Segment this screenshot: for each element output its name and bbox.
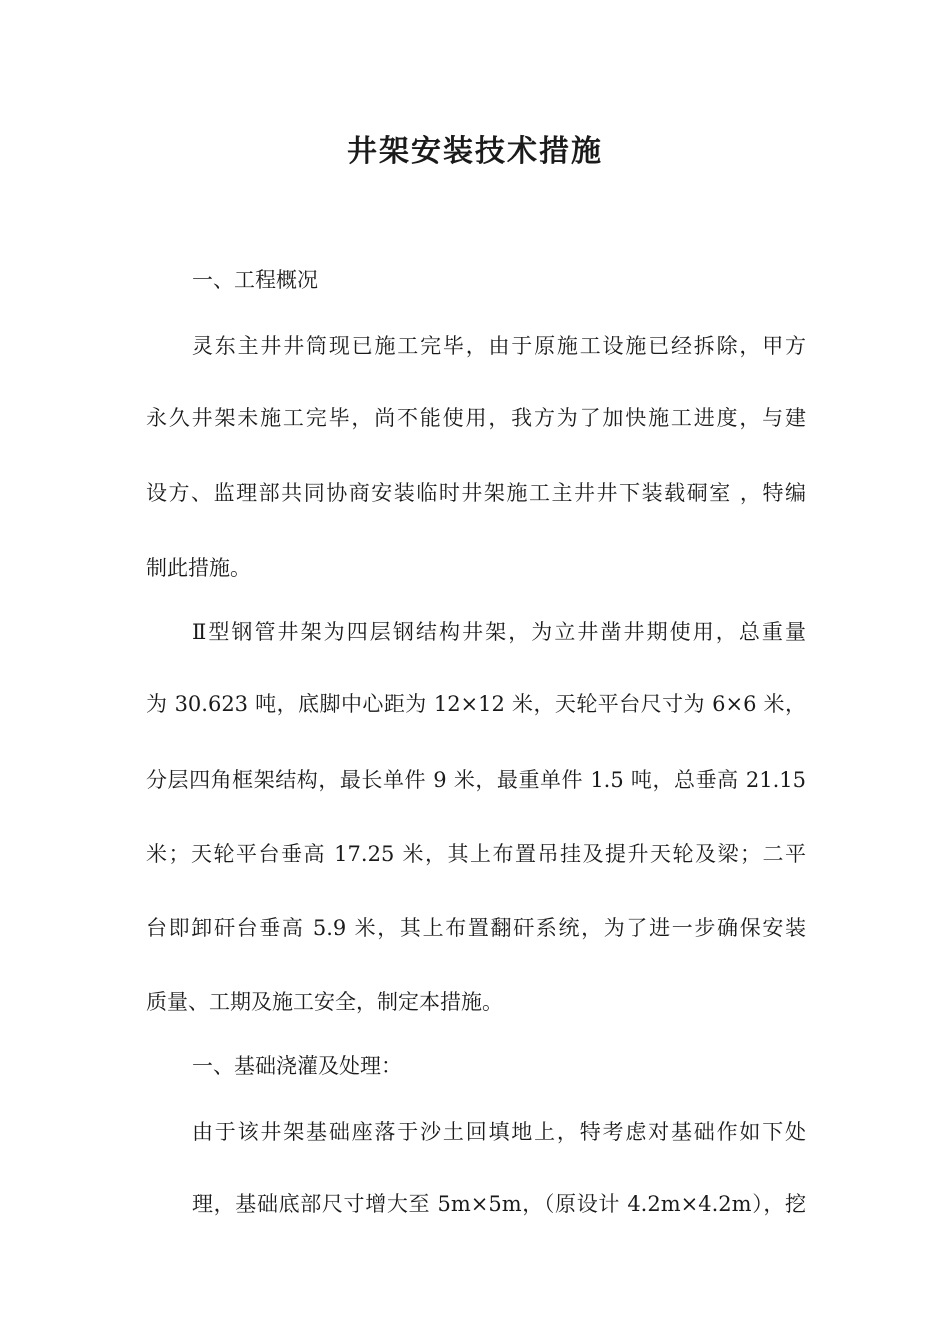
document-title: 井架安装技术措施 [347,134,603,169]
paragraph-line: 米；天轮平台垂高 17.25 米，其上布置吊挂及提升天轮及梁；二平 [146,842,806,866]
paragraph-line: Ⅱ型钢管井架为四层钢结构井架，为立井凿井期使用，总重量 [192,620,806,644]
paragraph-line: 理，基础底部尺寸增大至 5m×5m，（原设计 4.2m×4.2m），挖 [192,1192,806,1216]
paragraph-line: 质量、工期及施工安全，制定本措施。 [146,990,503,1014]
paragraph-line: 台即卸矸台垂高 5.9 米，其上布置翻矸系统，为了进一步确保安装 [146,916,806,940]
paragraph-line: 灵东主井井筒现已施工完毕，由于原施工设施已经拆除，甲方 [192,334,806,358]
paragraph-line: 分层四角框架结构，最长单件 9 米，最重单件 1.5 吨，总垂高 21.15 [146,768,806,792]
section-heading-project-overview: 一、工程概况 [192,268,318,292]
paragraph-line: 为 30.623 吨，底脚中心距为 12×12 米，天轮平台尺寸为 6×6 米， [146,692,806,716]
paragraph-line: 由于该井架基础座落于沙土回填地上，特考虑对基础作如下处 [192,1120,806,1144]
section-heading-foundation: 一、基础浇灌及处理： [192,1054,402,1078]
paragraph-line: 制此措施。 [146,556,251,580]
paragraph-line: 永久井架未施工完毕，尚不能使用，我方为了加快施工进度，与建 [146,406,806,430]
paragraph-line: 设方、监理部共同协商安装临时井架施工主井井下装载硐室 ，特编 [146,481,806,505]
